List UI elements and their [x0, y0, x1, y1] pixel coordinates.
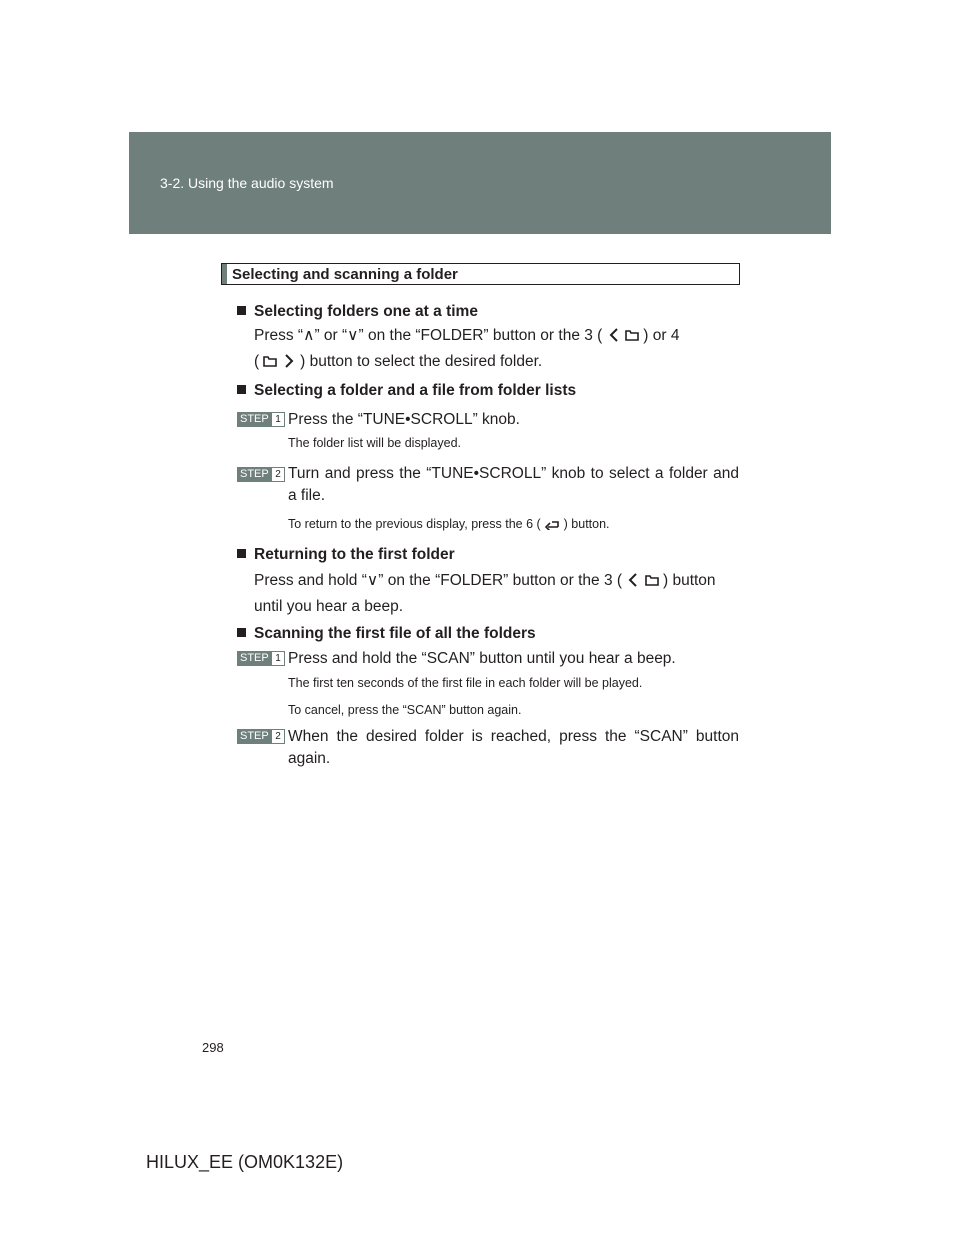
- step-text: Turn and press the “TUNE•SCROLL” knob to select a folder and a file.: [288, 465, 739, 504]
- folder-icon: [263, 352, 277, 376]
- step-note: To return to the previous display, press the 6 ( ) button.: [288, 515, 739, 535]
- para-line-1: Press and hold “∨” on the “FOLDER” button or the 3 ( ) button: [254, 569, 716, 595]
- step-number: 2: [272, 730, 284, 743]
- step-number: 2: [272, 468, 284, 481]
- chevron-right-icon: [282, 352, 296, 376]
- up-symbol: ∧: [303, 327, 315, 344]
- step-text: Press the “TUNE•SCROLL” knob.: [288, 411, 520, 428]
- chevron-left-icon: [626, 571, 640, 595]
- bullet-heading-text: Returning to the first folder: [254, 546, 455, 563]
- step-number: 1: [272, 413, 284, 426]
- section-accent: [222, 264, 227, 284]
- return-icon: [544, 517, 560, 535]
- step-note: The first ten seconds of the first file in each folder will be played.: [288, 676, 643, 690]
- section-title-box: [221, 263, 740, 285]
- chevron-left-icon: [607, 326, 621, 350]
- bullet-square-icon: [237, 549, 246, 558]
- bullet-square-icon: [237, 306, 246, 315]
- step-note: The folder list will be displayed.: [288, 436, 461, 450]
- header-bar: [129, 132, 831, 234]
- step-text: When the desired folder is reached, press the “SCAN” button again.: [288, 728, 739, 767]
- para-line-2: ( ) button to select the desired folder.: [254, 350, 739, 376]
- footer-model-code: HILUX_EE (OM0K132E): [146, 1152, 344, 1172]
- header-section-title: 3-2. Using the audio system: [160, 175, 334, 191]
- step-number: 1: [272, 652, 284, 665]
- para-line-2: until you hear a beep.: [254, 598, 404, 615]
- bullet-heading-scan: [237, 625, 536, 643]
- bullet-heading-text: Scanning the first file of all the folders: [254, 625, 536, 642]
- bullet-heading-first-folder: [237, 546, 455, 564]
- folder-icon: [625, 326, 639, 350]
- step-badge: STEP 2: [237, 467, 285, 482]
- paragraph-select-folders: [254, 324, 739, 376]
- down-symbol: ∨: [347, 327, 359, 344]
- bullet-heading-select-folders: [237, 303, 478, 321]
- step-badge: STEP 2: [237, 729, 285, 744]
- paragraph-first-folder: [254, 569, 739, 619]
- step-badge: STEP 1: [237, 412, 285, 427]
- folder-icon: [645, 571, 659, 595]
- bullet-square-icon: [237, 385, 246, 394]
- page-number: 298: [202, 1040, 224, 1055]
- down-symbol: ∨: [366, 572, 379, 589]
- step-badge: STEP 1: [237, 651, 285, 666]
- bullet-heading-text: Selecting folders one at a time: [254, 303, 478, 320]
- section-title: Selecting and scanning a folder: [232, 266, 458, 283]
- bullet-heading-text: Selecting a folder and a file from folder lists: [254, 382, 577, 399]
- bullet-heading-folder-lists: [237, 382, 576, 400]
- para-line-1: Press “∧” or “∨” on the “FOLDER” button or the 3 ( ) or 4: [254, 324, 679, 350]
- step-note: To cancel, press the “SCAN” button again.: [288, 703, 522, 717]
- bullet-square-icon: [237, 628, 246, 637]
- step-text: Press and hold the “SCAN” button until you hear a beep.: [288, 650, 676, 667]
